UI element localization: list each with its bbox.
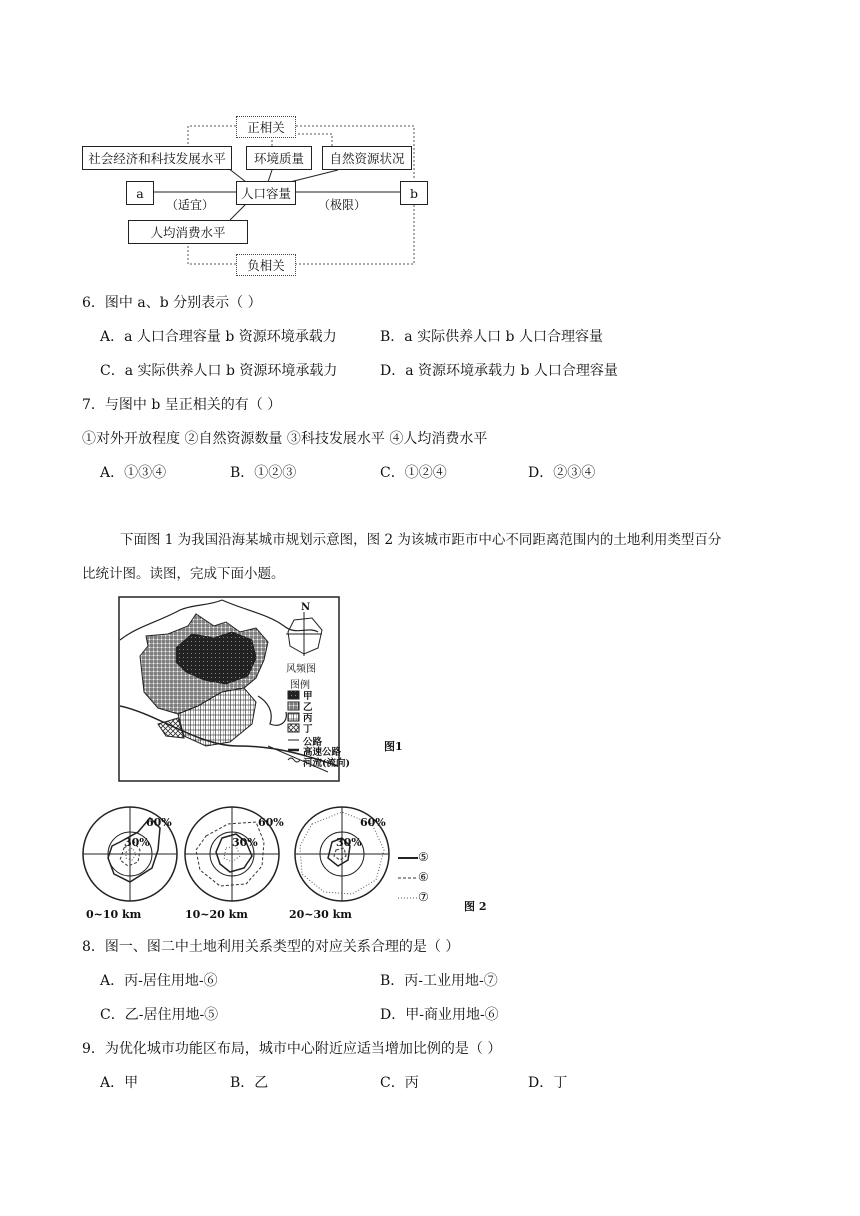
diagram-connectors [0,0,860,290]
chart1-label-60: 60% [146,816,172,829]
legend-swatch-jia [288,691,299,699]
range-label-20-30: 20~30 km [289,908,352,921]
per-capita-consumption-box: 人均消费水平 [128,220,248,244]
label-suitable: （适宜） [166,198,215,212]
q6-option-d: D．a 资源环境承载力 b 人口合理容量 [380,363,618,379]
legend-item-yi: 乙 [303,702,313,713]
line-population-consumption [230,204,246,220]
q6-option-b: B．a 实际供养人口 b 人口合理容量 [380,329,603,345]
q6-option-a: A．a 人口合理容量 b 资源环境承载力 [100,329,337,345]
dotted-line-bottom-left [188,245,236,264]
economy-tech-box: 社会经济和科技发展水平 [82,146,232,170]
legend-series-7-label: ⑦ [418,890,429,904]
q7-option-b: B．①②③ [230,465,297,481]
q7-items: ①对外开放程度 ②自然资源数量 ③科技发展水平 ④人均消费水平 [82,431,488,447]
line-resources-population [290,170,338,182]
legend-item-jia: 甲 [303,691,313,702]
label-limit: （极限） [318,198,367,212]
legend-item-river: 河流(流向) [303,758,350,769]
line-economy-population [228,168,246,182]
negative-correlation-box: 负相关 [236,254,296,276]
chart3-label-30: 30% [336,836,362,849]
dotted-line-top-left [188,126,236,146]
box-b: b [400,181,428,205]
q7-stem: 7．与图中 b 呈正相关的有（ ） [82,397,282,413]
legend-item-ding: 丁 [303,724,313,735]
legend-swatch-ding [288,724,299,732]
wind-rose-label: 风频图 [286,664,316,675]
dotted-line-resources [296,134,332,146]
positive-correlation-box: 正相关 [236,116,296,138]
range-label-0-10: 0~10 km [86,908,142,921]
passage-line-1: 下面图 1 为我国沿海某城市规划示意图，图 2 为该城市距市中心不同距离范围内的土地利用类型百分 [120,532,722,548]
q9-option-a: A．甲 [100,1075,139,1091]
legend-title: 图例 [290,680,310,691]
figure-2-caption: 图 2 [464,900,487,913]
legend-swatch-yi [288,702,299,710]
q8-option-d: D．甲-商业用地-⑥ [380,1007,499,1023]
q6-option-c: C．a 实际供养人口 b 资源环境承载力 [100,363,338,379]
natural-resources-box: 自然资源状况 [322,146,412,170]
chart2-label-60: 60% [258,816,284,829]
box-a: a [126,181,154,205]
north-arrow-label: N [301,602,311,613]
passage-line-2: 比统计图。读图，完成下面小题。 [82,566,285,582]
q7-option-a: A．①③④ [100,465,167,481]
q9-option-b: B．乙 [230,1075,269,1091]
legend-item-highway: 高速公路 [303,747,342,758]
q8-option-b: B．丙-工业用地-⑦ [380,973,498,989]
q7-option-d: D．②③④ [528,465,596,481]
q6-stem: 6．图中 a、b 分别表示（ ） [82,295,262,311]
figure-1-caption: 图1 [384,740,403,753]
q8-stem: 8．图一、图二中土地利用关系类型的对应关系合理的是（ ） [82,939,460,955]
environment-quality-box: 环境质量 [246,146,312,170]
q9-stem: 9．为优化城市功能区布局，城市中心附近应适当增加比例的是（ ） [82,1041,502,1057]
range-label-10-20: 10~20 km [185,908,248,921]
legend-series-6-label: ⑥ [418,870,429,884]
legend-series-5-label: ⑤ [418,850,429,864]
q8-option-c: C．乙-居住用地-⑤ [100,1007,219,1023]
q9-option-c: C．丙 [380,1075,419,1091]
wind-rose-shape [288,618,322,654]
q8-option-a: A．丙-居住用地-⑥ [100,973,218,989]
legend-river-line [288,758,300,762]
dotted-line-bottom-right [296,205,414,264]
legend-item-bing: 丙 [303,713,313,724]
q7-option-c: C．①②④ [380,465,447,481]
legend-swatch-bing [288,713,299,721]
chart2-label-30: 30% [232,836,258,849]
chart3-label-60: 60% [360,816,386,829]
population-capacity-box: 人口容量 [236,181,296,205]
chart1-label-30: 30% [124,836,150,849]
q9-option-d: D．丁 [528,1075,568,1091]
legend-item-road: 公路 [303,737,323,748]
